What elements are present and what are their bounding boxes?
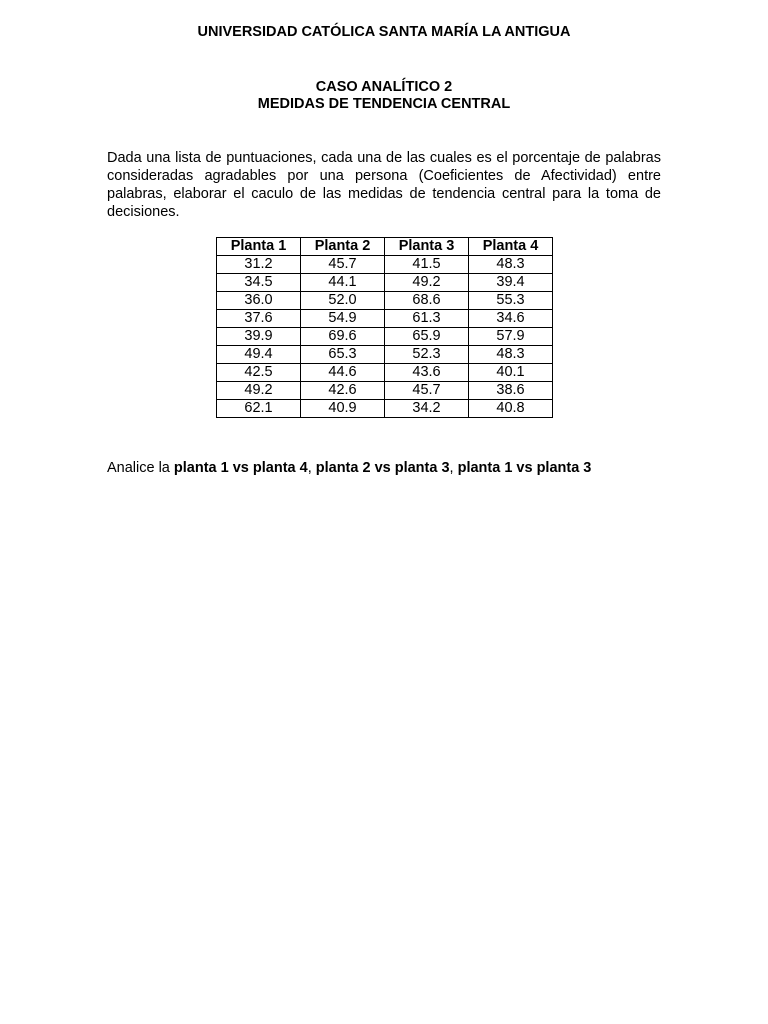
table-row bbox=[217, 256, 553, 274]
table-cell: 39.4 bbox=[469, 274, 553, 292]
comparison-3: planta 1 vs planta 3 bbox=[457, 460, 592, 476]
table-cell: 43.6 bbox=[385, 364, 469, 382]
table-cell: 41.5 bbox=[385, 256, 469, 274]
table-cell: 44.1 bbox=[301, 274, 385, 292]
table-cell: 42.6 bbox=[301, 382, 385, 400]
table-cell: 34.5 bbox=[217, 274, 301, 292]
table-cell: 55.3 bbox=[469, 292, 553, 310]
table-cell: 49.2 bbox=[217, 382, 301, 400]
case-title-line2: MEDIDAS DE TENDENCIA CENTRAL bbox=[257, 96, 511, 112]
intro-paragraph: Dada una lista de puntuaciones, cada una de las cuales es el porcentaje de palabras consideradas agradables por una persona (Coeficientes de Afectividad) entre palabras, elaborar el caculo de las medidas de tendencia central para la toma de decisiones. bbox=[107, 150, 661, 220]
table-row bbox=[217, 310, 553, 328]
table-cell: 45.7 bbox=[301, 256, 385, 274]
data-table bbox=[216, 237, 553, 418]
table-row bbox=[217, 346, 553, 364]
column-header: Planta 2 bbox=[301, 238, 385, 256]
table-cell: 40.1 bbox=[469, 364, 553, 382]
table-header-row bbox=[217, 238, 553, 256]
table-cell: 68.6 bbox=[385, 292, 469, 310]
comparison-2: planta 2 vs planta 3 bbox=[315, 460, 450, 476]
table-cell: 61.3 bbox=[385, 310, 469, 328]
case-title bbox=[0, 79, 768, 113]
table-cell: 49.4 bbox=[217, 346, 301, 364]
table-cell: 69.6 bbox=[301, 328, 385, 346]
table-cell: 65.3 bbox=[301, 346, 385, 364]
table-cell: 65.9 bbox=[385, 328, 469, 346]
comparison-1: planta 1 vs planta 4 bbox=[173, 460, 308, 476]
table-cell: 40.9 bbox=[301, 400, 385, 418]
table-row bbox=[217, 328, 553, 346]
table-row bbox=[217, 364, 553, 382]
table-cell: 62.1 bbox=[217, 400, 301, 418]
table-row bbox=[217, 400, 553, 418]
table-cell: 48.3 bbox=[469, 346, 553, 364]
table-cell: 37.6 bbox=[217, 310, 301, 328]
table-cell: 45.7 bbox=[385, 382, 469, 400]
table-cell: 31.2 bbox=[217, 256, 301, 274]
table-cell: 44.6 bbox=[301, 364, 385, 382]
column-header: Planta 4 bbox=[469, 238, 553, 256]
table-cell: 54.9 bbox=[301, 310, 385, 328]
table-cell: 39.9 bbox=[217, 328, 301, 346]
table-cell: 40.8 bbox=[469, 400, 553, 418]
table-cell: 34.6 bbox=[469, 310, 553, 328]
table-row bbox=[217, 382, 553, 400]
table-cell: 52.0 bbox=[301, 292, 385, 310]
table-row bbox=[217, 274, 553, 292]
table-row bbox=[217, 292, 553, 310]
table-cell: 52.3 bbox=[385, 346, 469, 364]
table-body bbox=[217, 256, 553, 418]
analysis-instruction bbox=[107, 459, 667, 477]
analysis-separator: , bbox=[307, 460, 316, 476]
case-title-line1: CASO ANALÍTICO 2 bbox=[315, 79, 453, 95]
table-cell: 38.6 bbox=[469, 382, 553, 400]
column-header: Planta 3 bbox=[385, 238, 469, 256]
university-title: UNIVERSIDAD CATÓLICA SANTA MARÍA LA ANTIGUA bbox=[197, 24, 571, 40]
table-cell: 48.3 bbox=[469, 256, 553, 274]
table-cell: 57.9 bbox=[469, 328, 553, 346]
analysis-separator: , bbox=[449, 460, 458, 476]
table-cell: 34.2 bbox=[385, 400, 469, 418]
column-header: Planta 1 bbox=[217, 238, 301, 256]
table-cell: 36.0 bbox=[217, 292, 301, 310]
table-cell: 42.5 bbox=[217, 364, 301, 382]
table-cell: 49.2 bbox=[385, 274, 469, 292]
analysis-prefix: Analice la bbox=[107, 460, 174, 476]
